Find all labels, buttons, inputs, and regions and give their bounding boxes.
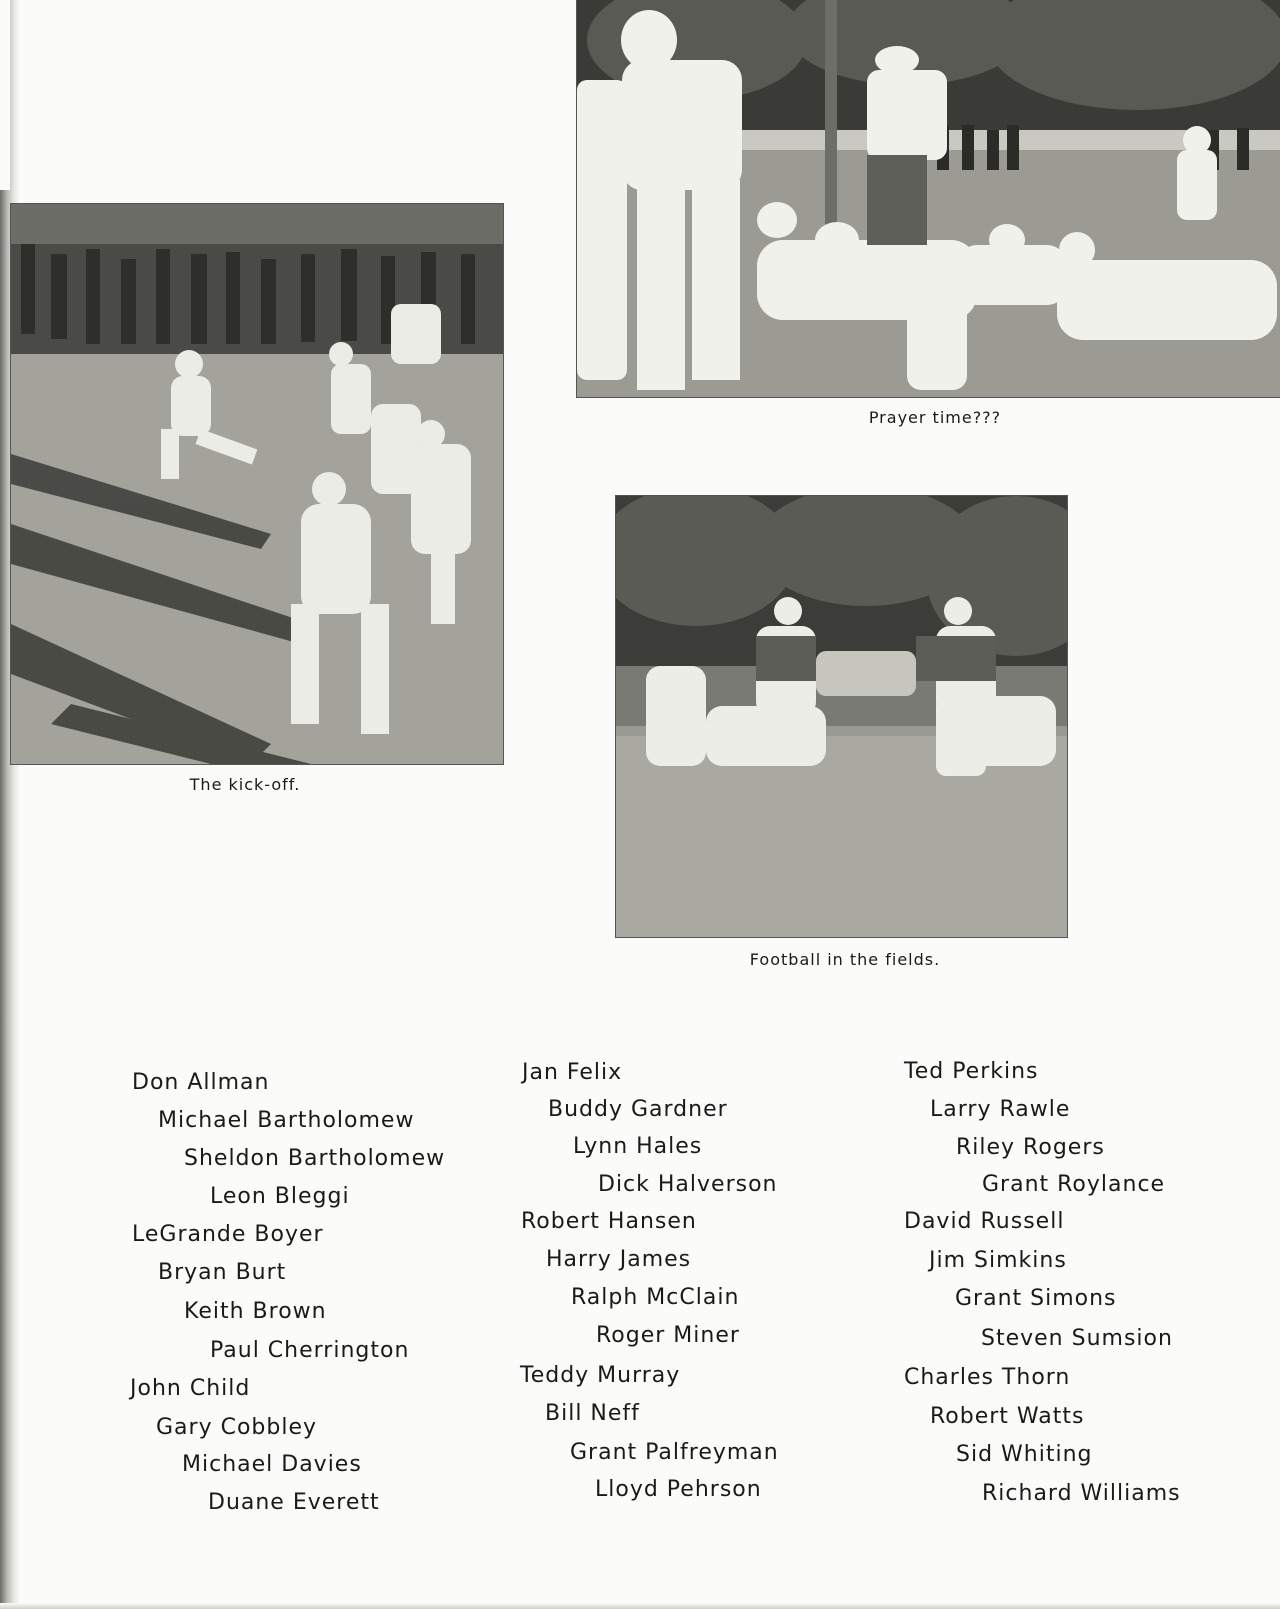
roster-name: Richard Williams xyxy=(982,1481,1181,1506)
roster-name: Bill Neff xyxy=(545,1401,640,1426)
page-bottom-edge xyxy=(0,1603,1280,1609)
roster-name: Robert Hansen xyxy=(521,1209,697,1234)
football-in-fields-caption: Football in the fields. xyxy=(749,950,941,969)
roster-name: Jan Felix xyxy=(522,1060,623,1085)
roster-name: Keith Brown xyxy=(184,1299,327,1324)
football-in-fields-photo xyxy=(615,495,1068,938)
roster-name: John Child xyxy=(130,1376,251,1401)
roster-name: Sid Whiting xyxy=(956,1442,1093,1467)
roster-name: Grant Roylance xyxy=(982,1172,1166,1197)
roster-name: Ralph McClain xyxy=(571,1285,740,1310)
roster-name: Roger Miner xyxy=(596,1323,740,1348)
roster-name: Bryan Burt xyxy=(158,1260,287,1285)
page-binding-gap xyxy=(0,0,10,190)
roster-name: Lynn Hales xyxy=(573,1134,703,1159)
roster-name: Steven Sumsion xyxy=(981,1326,1173,1351)
roster-name: Jim Simkins xyxy=(929,1248,1067,1273)
roster-name: Robert Watts xyxy=(930,1404,1085,1429)
roster-name: Dick Halverson xyxy=(598,1172,778,1197)
roster-name: Paul Cherrington xyxy=(210,1338,410,1363)
roster-name: Riley Rogers xyxy=(956,1135,1105,1160)
roster-name: Charles Thorn xyxy=(904,1365,1071,1390)
roster-name: Teddy Murray xyxy=(520,1363,681,1388)
roster-name: Larry Rawle xyxy=(930,1097,1071,1122)
roster-name: Harry James xyxy=(546,1247,692,1272)
roster-name: Grant Palfreyman xyxy=(570,1440,779,1465)
roster-name: Michael Davies xyxy=(182,1452,362,1477)
prayer-time-photo xyxy=(576,0,1280,398)
roster-name: Lloyd Pehrson xyxy=(595,1477,762,1502)
roster-name: Duane Everett xyxy=(208,1490,380,1515)
roster-name: Leon Bleggi xyxy=(210,1184,350,1209)
roster-name: Gary Cobbley xyxy=(156,1415,318,1440)
roster-name: David Russell xyxy=(904,1209,1065,1234)
roster-name: Sheldon Bartholomew xyxy=(184,1146,446,1171)
kickoff-photo xyxy=(10,203,504,765)
roster-name: LeGrande Boyer xyxy=(132,1222,324,1247)
roster-name: Michael Bartholomew xyxy=(158,1108,415,1133)
prayer-time-caption: Prayer time??? xyxy=(868,408,1002,427)
roster-name: Don Allman xyxy=(132,1070,270,1095)
roster-name: Buddy Gardner xyxy=(548,1097,728,1122)
roster-name: Ted Perkins xyxy=(904,1059,1039,1084)
roster-name: Grant Simons xyxy=(955,1286,1117,1311)
kickoff-caption: The kick-off. xyxy=(189,775,301,794)
